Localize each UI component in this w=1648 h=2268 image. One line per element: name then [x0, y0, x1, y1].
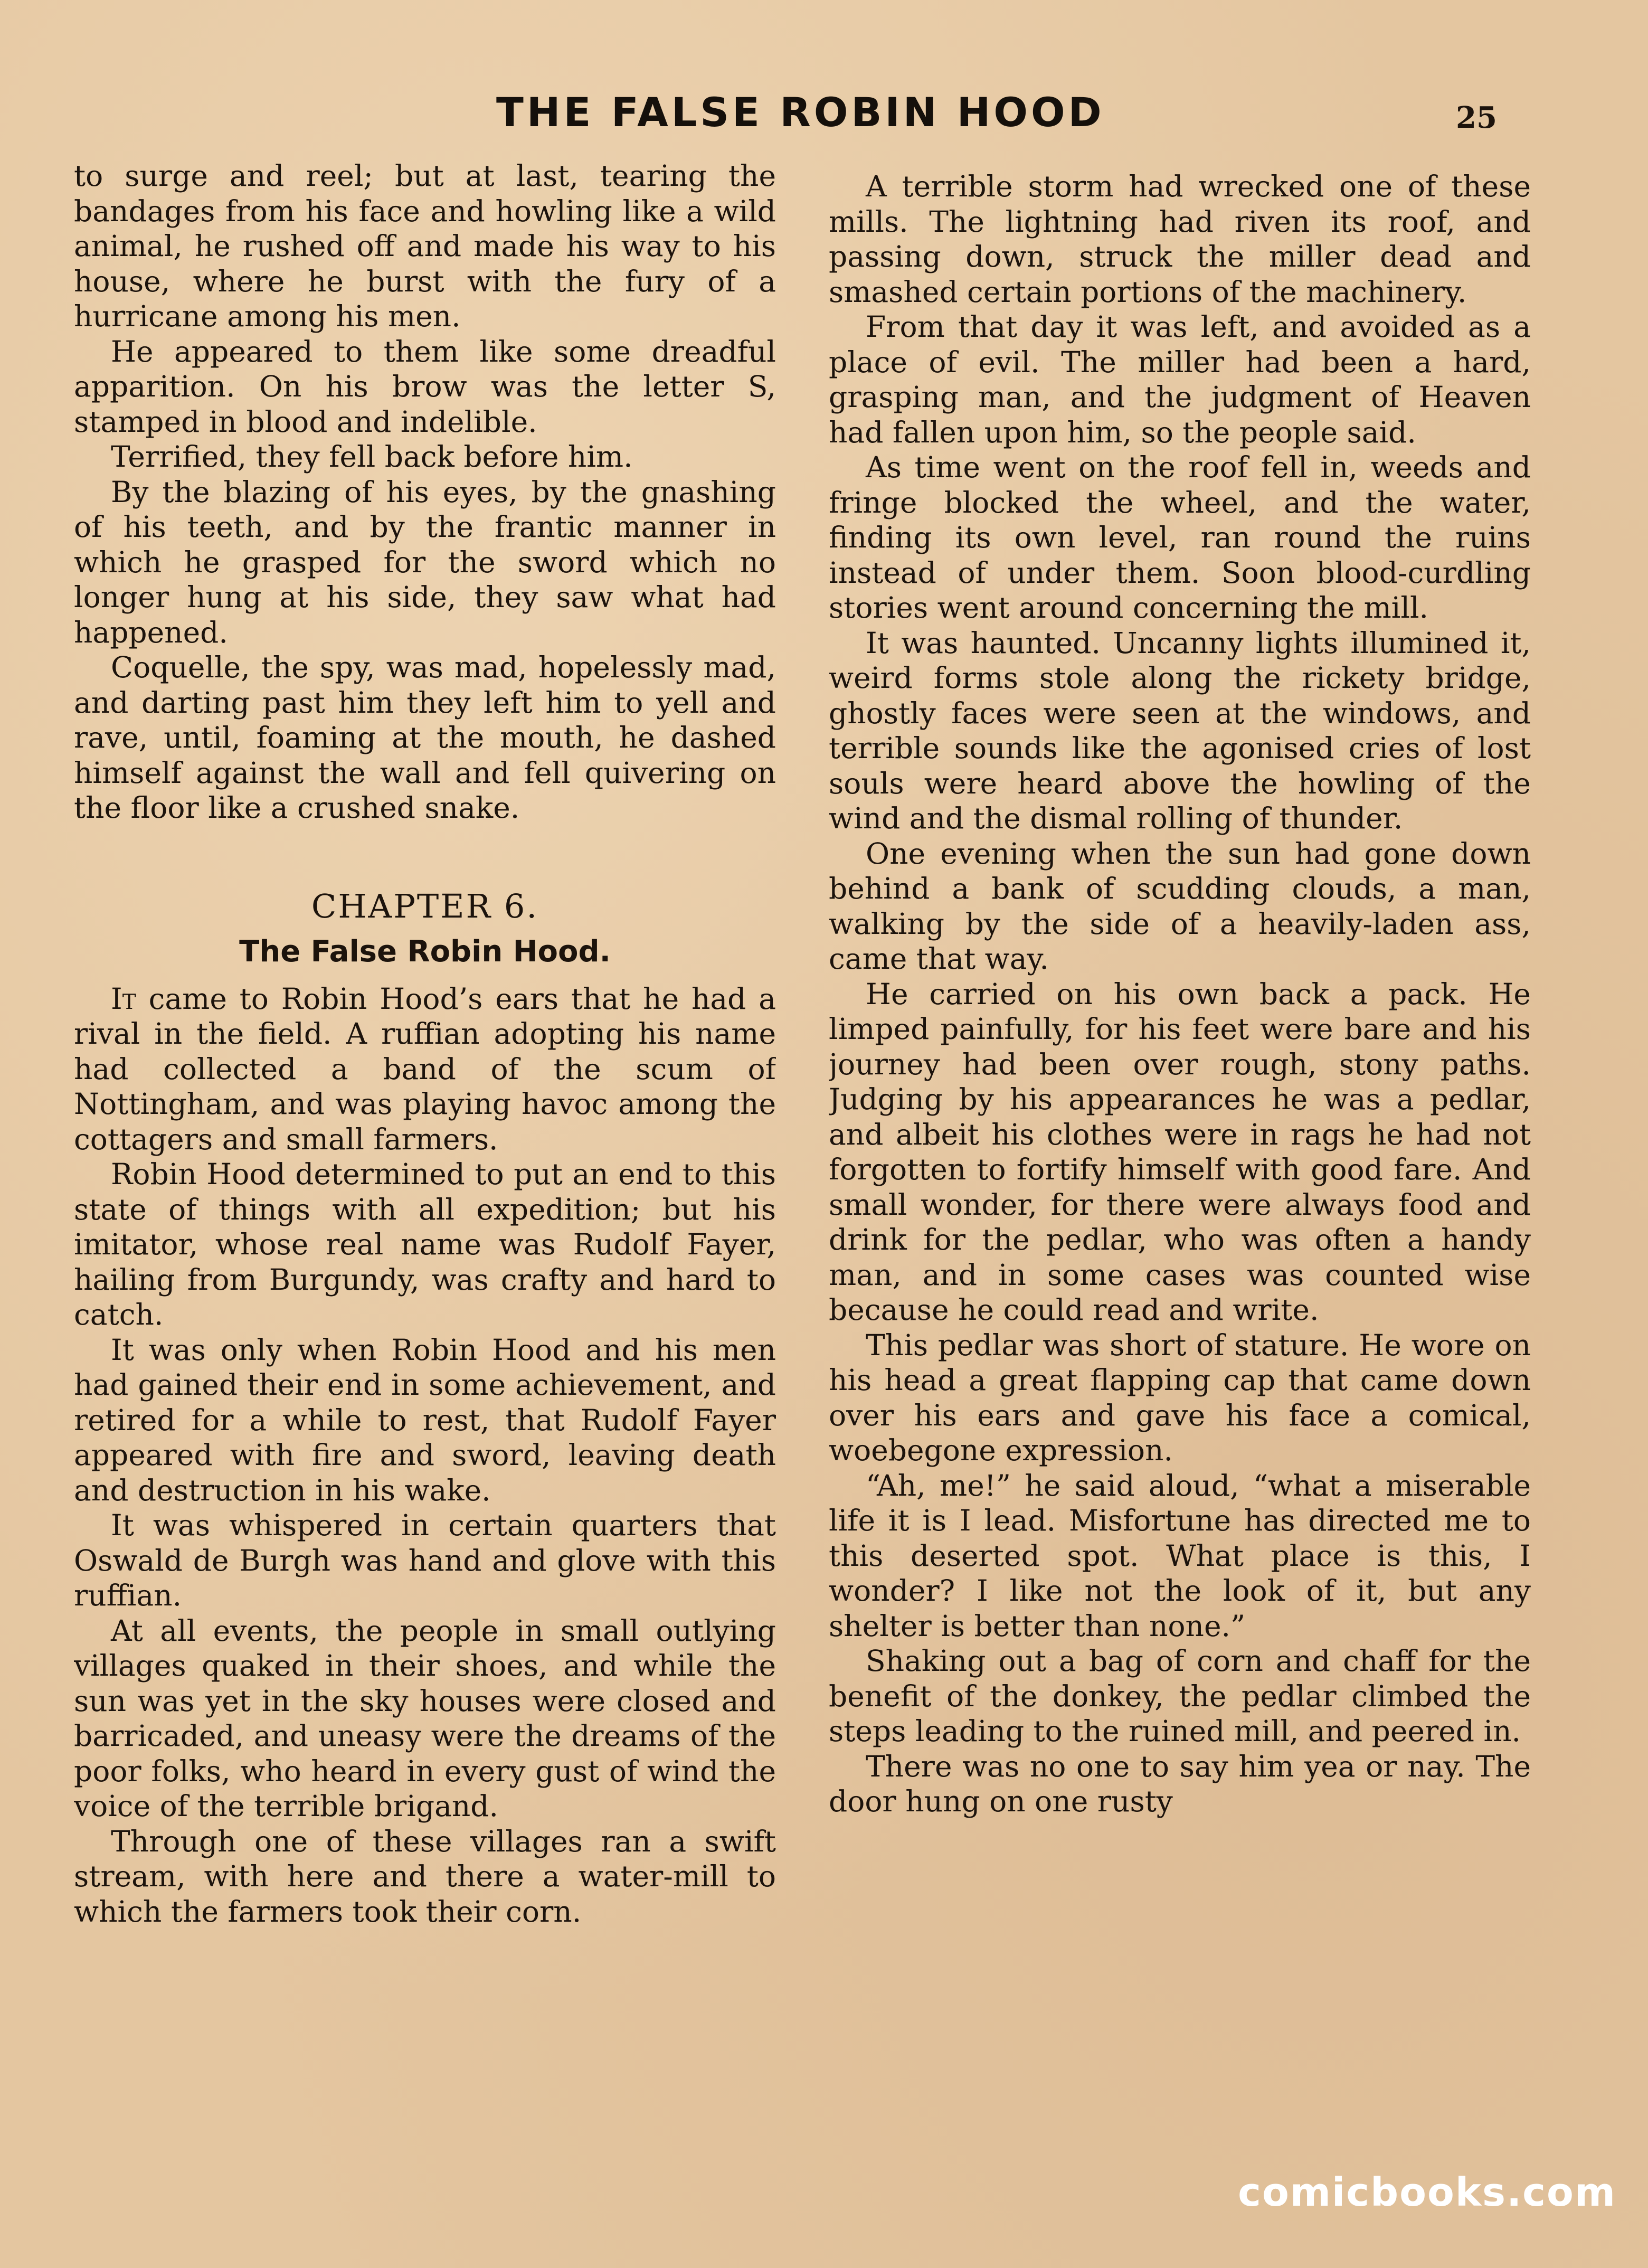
paragraph: He carried on his own back a pack. He limped painfully, for his feet were bare and his journey had been over rough, stony paths. Judging by his appearances he was a pedlar, and albeit his clothes were in rags he had not forgotten to fortify himself with good fare. And small wonder, for there were always food and drink for the pedlar, who was often a handy man, and in some cases was counted wise because he could read and write.: [829, 977, 1531, 1327]
paragraph: It was haunted. Uncanny lights illumined it, weird forms stole along the rickety bridge, ghostly faces were seen at the windows, and terrible sounds like the agonised cries of lost souls were heard above the howling of the wind and the dismal rolling of thunder.: [829, 626, 1531, 835]
paragraph: Robin Hood determined to put an end to this state of things with all expedition; but his imitator, whose real name was Rudolf Fayer, hailing from Burgundy, was crafty and hard to catch.: [74, 1157, 776, 1331]
paragraph: This pedlar was short of stature. He wore on his head a great flapping cap that came down over his ears and gave his face a comical, woebegone expression.: [829, 1328, 1531, 1467]
paragraph: From that day it was left, and avoided as a place of evil. The miller had been a hard, grasping man, and the judgment of Heaven had fallen upon him, so the people said.: [829, 310, 1531, 449]
paragraph-text: came to Robin Hood’s ears that he had a rival in the field. A ruffian adopting his name had collected a band of the scum of Nottingham, and was playing havoc among the cottagers and small farmers.: [74, 981, 776, 1156]
paragraph: Shaking out a bag of corn and chaff for the benefit of the donkey, the pedlar climbed the steps leading to the ruined mill, and peered in.: [829, 1644, 1531, 1748]
paragraph: It was whispered in certain quarters that Oswald de Burgh was hand and glove with this ruffian.: [74, 1508, 776, 1612]
paragraph: One evening when the sun had gone down behind a bank of scudding clouds, a man, walking by the side of a heavily-laden ass, came that way.: [829, 836, 1531, 976]
paragraph: A terrible storm had wrecked one of these mills. The lightning had riven its roof, and passing down, struck the miller dead and smashed certain portions of the machinery.: [829, 169, 1531, 309]
left-column: [74, 158, 776, 2165]
paragraph: Terrified, they fell back before him.: [111, 440, 633, 474]
paragraph: to surge and reel; but at last, tearing the bandages from his face and howling like a wild animal, he rushed off and made his way to his house, where he burst with the fury of a hurricane among his men.: [74, 159, 776, 333]
paragraph: There was no one to say him yea or nay. The door hung on one rusty: [829, 1749, 1531, 1818]
paragraph-lead-word: It: [111, 981, 136, 1016]
page-number: 25: [1456, 100, 1497, 135]
paragraph: [74, 981, 776, 1157]
paragraph: “Ah, me!” he said aloud, “what a miserable life it is I lead. Misfortune has directed me to this deserted spot. What place is this, I wonder? I like not the look of it, but any shelter is better than none.”: [829, 1468, 1531, 1643]
paragraph: Through one of these villages ran a swift stream, with here and there a water-mill to which the farmers took their corn.: [74, 1824, 776, 1929]
chapter-subtitle: The False Robin Hood.: [239, 934, 611, 969]
paragraph: Coquelle, the spy, was mad, hopelessly mad, and darting past him they left him to yell and rave, until, foaming at the mouth, he dashed himself against the wall and fell quivering on the floor like a crushed snake.: [74, 650, 776, 825]
paragraph: It was only when Robin Hood and his men had gained their end in some achievement, and retired for a while to rest, that Rudolf Fayer appeared with fire and sword, leaving death and destruction in his wake.: [74, 1333, 776, 1507]
paragraph: As time went on the roof fell in, weeds and fringe blocked the wheel, and the water, finding its own level, ran round the ruins instead of under them. Soon blood-curdling stories went around concerning the mill.: [829, 450, 1531, 625]
paragraph: He appeared to them like some dreadful apparition. On his brow was the letter S, stamped in blood and indelible.: [74, 334, 776, 439]
paragraph: By the blazing of his eyes, by the gnashing of his teeth, and by the frantic manner in which he grasped for the sword which no longer hung at his side, they saw what had happened.: [74, 475, 776, 649]
right-column: [829, 169, 1531, 2175]
paragraph: At all events, the people in small outlying villages quaked in their shoes, and while the sun was yet in the sky houses were closed and barricaded, and uneasy were the dreams of the poor folks, who heard in every gust of wind the voice of the terrible brigand.: [74, 1613, 776, 1823]
running-title: THE FALSE ROBIN HOOD: [496, 89, 1105, 136]
watermark: comicbooks.com: [1238, 2170, 1616, 2215]
chapter-heading: CHAPTER 6.: [311, 886, 539, 925]
